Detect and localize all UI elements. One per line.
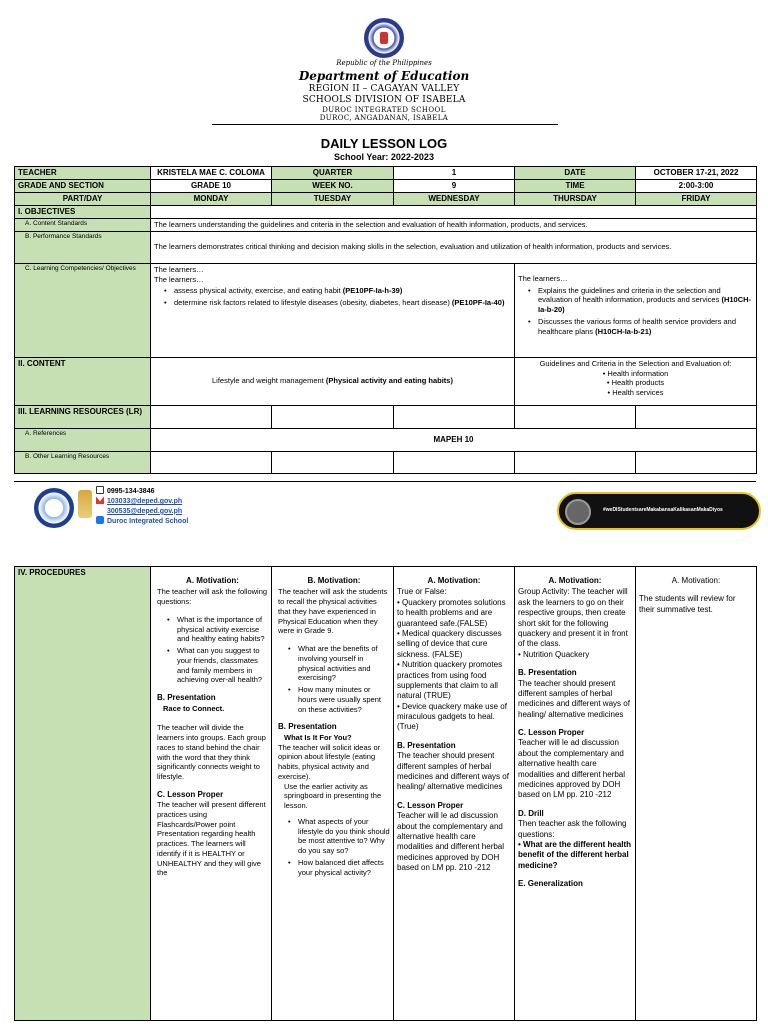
date-label: DATE (515, 167, 636, 180)
quarter-label: QUARTER (272, 167, 394, 180)
page-title: DAILY LESSON LOG (320, 136, 448, 151)
comp-item-1: • assess physical activity, exercise, and eating habit (PE10PF-Ia-h-39) (160, 286, 511, 296)
contact-facebook[interactable]: Duroc Integrated School (107, 518, 189, 526)
teacher-label: TEACHER (15, 167, 151, 180)
school-year: School Year: 2022-2023 (334, 152, 434, 162)
school-badge-icon (565, 499, 591, 525)
procedures-friday: A. Motivation: The students will review for their summative test. (636, 567, 757, 1021)
comp-intro-1: The learners… (154, 264, 204, 274)
contact-email-1[interactable]: 103033@deped.gov.ph (107, 498, 183, 506)
competencies-right (515, 263, 757, 357)
objectives-label: I. OBJECTIVES (15, 206, 151, 219)
hashtag-banner (557, 492, 761, 530)
content-standards-label: A. Content Standards (15, 219, 151, 232)
contact-phone: 0995-134-3846 (107, 488, 155, 495)
comp-right-item-2: • Discusses the various forms of health service providers and healthcare plans (H10CH-Ia-b-21) (524, 317, 753, 337)
date-value: OCTOBER 17-21, 2022 (636, 167, 757, 180)
mon-question-2: • What can you suggest to your friends, classmates and family members in achieving over-all health? (163, 646, 268, 685)
tue-question-3: • What aspects of your lifestyle do you think should be most attentive to? Why do you say so? (284, 817, 390, 856)
procedures-wednesday: A. Motivation: True or False: • Quackery promotes solutions to health problems and are guaranteed safe.(FALSE) • Medical quackery discusses selling of device that cure sickness. (FALSE) • Nutrition quackery promotes practices from using food supplements that claim to all natural (TRUE) • Device quackery make use of miraculous gadgets to heal. (True) B. Presentation The teacher should present different samples of herbal medicines and different ways of healing/ alternative medicines C. Lesson Proper Teacher will le ad discussion about the complementary and alternative health care modalities and different herbal medicines approved by DOH based on LM pp. 210 -212 (394, 567, 515, 1021)
comp-item-2: • determine risk factors related to lifestyle diseases (obesity, diabetes, heart disease) (PE10PF-Ia-40) (160, 298, 511, 308)
procedures-monday: A. Motivation: The teacher will ask the following questions: • What is the importance of physical activity exercise and healthy eating habits? • What can you suggest to your friends, classmates and family members in achieving over-all health? B. Presentation Race to Connect. The teacher will divide the learners into groups. Each group races to stand behind the chair with the word that they think significantly connects weight to lifestyle. C. Lesson Proper The teacher will present different practices using Flashcards/Power point Presentation regarding health practices. The learners will identify if it is HEALTHY or UNHEALTHY and they will give the (151, 567, 272, 1021)
teacher-value: KRISTELA MAE C. COLOMA (151, 167, 272, 180)
quarter-value: 1 (394, 167, 515, 180)
procedures-thursday: A. Motivation: Group Activity: The teacher will ask the learners to go on their respective groups, then create short skit for the following quackery and present it in front of the class. • Nutrition Quackery B. Presentation The teacher should present different samples of herbal medicines and different ways of healing/ alternative medicines C. Lesson Proper Teacher will le ad discussion about the complementary and alternative health care modalities and different herbal medicines approved by DOH based on LM pp. 210 -212 D. Drill Then teacher ask the following questions: • What are the different health benefit of the different herbal medicine? E. Generalization (515, 567, 636, 1021)
content-standards-text: The learners understanding the guidelines and criteria in the selection and evaluation of health information, products, and services. (151, 219, 757, 232)
day-thursday: THURSDAY (515, 193, 636, 206)
lesson-log-table (14, 166, 757, 474)
performance-standards-label: B. Performance Standards (15, 231, 151, 263)
time-value: 2:00-3:00 (636, 180, 757, 193)
hashtag-text: #weDIStudentsareMakabansaKalikasanMakaDiyos (603, 507, 723, 513)
content-right: Guidelines and Criteria in the Selection and Evaluation of: • Health information • Health products • Health services (515, 357, 757, 405)
day-wednesday: WEDNESDAY (394, 193, 515, 206)
week-label: WEEK NO. (272, 180, 394, 193)
bagong-pilipinas-logo (78, 490, 92, 518)
other-resources-label: B. Other Learning Resources (15, 451, 151, 473)
contact-info (96, 486, 188, 527)
tue-question-4: • How balanced diet affects your physical activity? (284, 858, 390, 878)
competencies-left (151, 263, 515, 357)
letterhead-republic: Republic of the Philippines (336, 59, 432, 67)
references-value: MAPEH 10 (151, 428, 757, 451)
contact-email-2[interactable]: 300535@deped.gov.ph (107, 507, 183, 515)
comp-right-intro: The learners… (518, 273, 568, 283)
procedures-table (14, 566, 757, 1021)
procedures-label: IV. PROCEDURES (15, 567, 151, 1021)
comp-intro-2: The learners… (154, 274, 204, 284)
day-monday: MONDAY (151, 193, 272, 206)
content-left: Lifestyle and weight management (Physical activity and eating habits) (151, 357, 515, 405)
phone-icon (96, 486, 104, 494)
content-label: II. CONTENT (15, 357, 151, 405)
grade-label: GRADE AND SECTION (15, 180, 151, 193)
time-label: TIME (515, 180, 636, 193)
letterhead-division: SCHOOLS DIVISION OF ISABELA (302, 95, 466, 105)
comp-right-item-1: • Explains the guidelines and criteria in the selection and evaluation of health information, products and services (H10CH-Ia-b-20) (524, 286, 753, 315)
competencies-label: C. Learning Competencies/ Objectives (15, 263, 151, 357)
letterhead-department: Department of Education (298, 69, 470, 83)
tue-question-1: • What are the benefits of involving yourself in physical activities and exercising? (284, 644, 390, 683)
procedures-tuesday: B. Motivation: The teacher will ask the students to recall the physical activities that they have experienced in Physical Education when they were in Grade 9. • What are the benefits of involving yourself in physical activities and exercising? • How many minutes or hours were usually spent on these activities? B. Presentation What Is It For You? The teacher will solicit ideas or opinion about lifestyle (eating habits, physical activity and exercise). Use the earlier activity as springboard in presenting the lesson. • What aspects of your lifestyle do you think should be most attentive to? Why do you say so? • How balanced diet affects your physical activity? (272, 567, 394, 1021)
letterhead-region: REGION II – CAGAYAN VALLEY (308, 84, 460, 94)
mon-question-1: • What is the importance of physical activity exercise and healthy eating habits? (163, 615, 268, 644)
day-tuesday: TUESDAY (272, 193, 394, 206)
letterhead-divider (212, 124, 558, 125)
deped-seal-logo (364, 18, 404, 58)
footer-divider (14, 481, 756, 482)
performance-standards-text: The learners demonstrates critical thinking and decision making skills in the selection, evaluation and utilization of health information, products and services. (151, 231, 757, 263)
tue-question-2: • How many minutes or hours were usually spent on these activities? (284, 685, 390, 714)
learning-resources-label: III. LEARNING RESOURCES (LR) (15, 405, 151, 428)
letterhead-school: DUROC INTEGRATED SCHOOL (322, 106, 446, 114)
school-seal-logo (34, 488, 74, 528)
gmail-icon (96, 496, 104, 504)
week-value: 9 (394, 180, 515, 193)
partday-label: PART/DAY (15, 193, 151, 206)
grade-value: GRADE 10 (151, 180, 272, 193)
letterhead-address: DUROC, ANGADANAN, ISABELA (319, 114, 449, 122)
references-label: A. References (15, 428, 151, 451)
facebook-icon (96, 516, 104, 524)
day-friday: FRIDAY (636, 193, 757, 206)
